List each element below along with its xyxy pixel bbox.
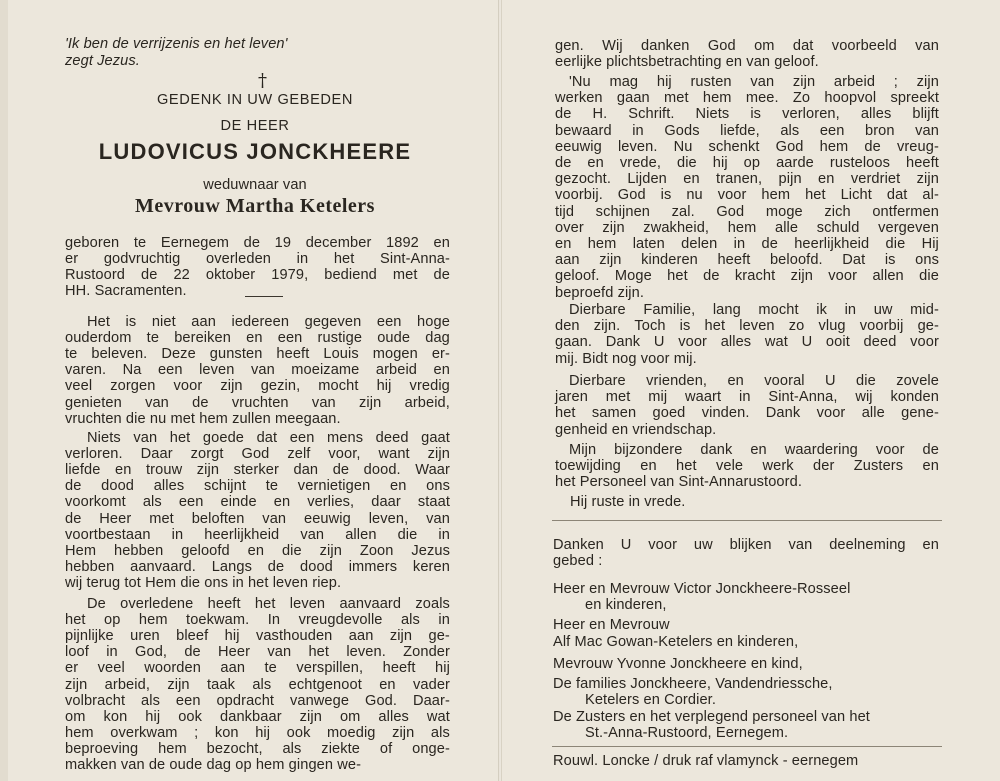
quote-line: 'Ik ben de verrijzenis en het leven' [65,36,288,52]
text-line: geboren te Eernegem de 19 december 1892 en [65,235,450,251]
text-line: Niets van het goede dat een mens deed gaat [87,430,450,446]
text-line: Danken U voor uw blijken van deelneming en [553,537,939,553]
printer-credit: Rouwl. Loncke / druk raf vlamynck - eernegem [553,753,859,769]
text-line: gen. Wij danken God om dat voorbeeld van [555,38,939,54]
text-line: Het is niet aan iedereen gegeven een hoge [87,314,450,330]
text-line: gezocht. Lijden en tranen, pijn en verdriet zijn [555,171,939,188]
text-line: Hem hebben geloofd en die zijn Zoon Jezus [65,542,450,559]
card-edge [0,0,8,781]
text-line: de en vrede, die hij op aarde rusteloos heeft [555,155,939,171]
text-line: tijd schijnen zal. God moge zich ontfermen [555,203,939,220]
text-line: voorkomt als een einde en verlies, daar staat [65,494,450,511]
text-line: genieten van de vruchten van zijn arbeid, [65,394,450,411]
text-line: zijn arbeid, zijn taak als echtgenoot en vader [65,676,450,693]
text-line: bewaard in Gods liefde, als een bron van [555,122,939,139]
text-line: volbracht als een opdracht vanwege God. Daar- [65,692,450,709]
divider [552,746,942,747]
divider [552,520,942,521]
family-line: Alf Mac Gowan-Ketelers en kinderen, [553,634,799,650]
family-line: De families Jonckheere, Vandendriessche, [553,676,833,692]
text-line: pijnlijke uren bleef hij vasthouden aan zijn ge- [65,628,450,645]
text-line: beproefd zijn. [555,284,645,301]
right-page [555,0,943,781]
text-line: voorbij. God is nu voor hem het Licht dat al- [555,187,939,204]
text-line: toewijding en het vele werk der Zusters en [555,458,939,475]
family-line: Heer en Mevrouw [553,617,670,633]
text-line: hem overkwam ; kon hij ook moedig zijn als [65,724,450,741]
family-line: St.-Anna-Rustoord, Eernegem. [585,725,789,741]
text-line: liefde en trouw zijn sterker dan de dood. Waar [65,462,450,479]
widower-text: weduwnaar van [203,177,307,193]
text-line: gebed : [553,553,603,570]
family-line: en kinderen, [585,597,667,613]
text-line: de H. Schrift. Niets is verloren, alles blijft [555,106,939,123]
text-line: varen. Na een leven van moeizame arbeid en [65,362,450,379]
text-line: eerlijke plichtsbetrachting en van geloof. [555,54,819,71]
text-line: jaren met mij waart in Sint-Anna, wij konden [555,389,939,406]
text-line: om kon hij ook dankbaar zijn om alles wat [65,708,450,725]
left-page [55,0,455,781]
text-line: Mijn bijzondere dank en waardering voor de [569,442,939,458]
family-line: Mevrouw Yvonne Jonckheere en kind, [553,656,803,672]
text-line: aan zijn kinderen heeft beloofd. Dat is ons [555,252,939,269]
text-line: het Personeel van Sint-Annarustoord. [555,474,802,491]
cross-icon: † [258,70,267,91]
text-line: wij terug tot Hem die ons in het leven riep. [65,574,342,591]
text-line: het samen goed vinden. Dank voor alle gene- [555,405,939,422]
text-line: Dierbare vrienden, en vooral U die zovele [569,373,939,389]
text-line: te beleven. Deze gunsten heeft Louis mogen er- [65,346,450,363]
text-line: eeuwig leven. Nu schenkt God hem de vreug- [555,138,939,155]
text-line: er godvruchtig overleden in het Sint-Anna- [65,251,450,267]
card-fold [498,0,502,781]
text-line: vruchten die nu met hem zullen meegaan. [65,410,341,427]
text-line: de Heer met beloften van eeuwig leven, van [65,510,450,527]
text-line: Dierbare Familie, lang mocht ik in uw mid- [569,302,939,318]
text-line: loof in God, de Heer van het leven. Zonder [65,644,450,661]
divider [245,296,283,297]
text-line: genheid en vriendschap. [555,421,717,438]
text-line: HH. Sacramenten. [65,283,187,299]
text-line: verloren. Daar zorgt God zelf voor, want zijn [65,446,450,463]
header-pray: GEDENK IN UW GEBEDEN [156,92,354,108]
text-line: er veel woorden aan te verspillen, heeft hij [65,660,450,677]
text-line: Rustoord de 22 oktober 1979, bediend met de [65,267,450,283]
text-line: den zijn. Toch is het leven zo vlug voorbij ge- [555,318,939,335]
text-line: ouderdom te bereiken en een rustige oude dag [65,330,450,347]
quote-attribution: zegt Jezus. [65,53,140,69]
text-line: het op hem toekwam. In vreugdevolle als in [65,612,450,629]
text-line: over zijn zwakheid, hem alle schuld vergeven [555,219,939,236]
text-line: de dood alles schijnt te vernietigen en ons [65,478,450,495]
text-line: veel zorgen voor zijn gezin, mocht hij vredig [65,378,450,395]
text-line: 'Nu mag hij rusten van zijn arbeid ; zijn [569,74,939,90]
farewell: Hij ruste in vrede. [570,494,686,510]
text-line: gaan. Dank U voor alles wat U ooit deed voor [555,334,939,351]
header-title: DE HEER [220,118,290,134]
text-line: voortbestaan in heerlijkheid van allen die in [65,526,450,543]
spouse-name: Mevrouw Martha Ketelers [135,195,375,217]
text-line: geloof. Moge het de kracht zijn voor allen die [555,268,939,285]
text-line: makken van de oude dag op hem gingen we- [65,757,362,773]
family-line: Ketelers en Cordier. [585,692,716,708]
text-line: werken gaan met hem mee. Zo hoopvol spreekt [555,90,939,107]
family-line: Heer en Mevrouw Victor Jonckheere-Rosseel [553,581,851,597]
text-line: en hem laten delen in de heerlijkheid die Hij [555,236,939,252]
text-line: beproeving hem bezocht, als ziekte of onge- [65,740,450,757]
text-line: De overledene heeft het leven aanvaard zoals [87,596,450,612]
deceased-name: LUDOVICUS JONCKHEERE [98,139,412,164]
text-line: mij. Bidt nog voor mij. [555,350,697,367]
text-line: hebben aanvaard. Langs de dood immers keren [65,558,450,575]
family-line: De Zusters en het verplegend personeel van het [553,709,870,725]
